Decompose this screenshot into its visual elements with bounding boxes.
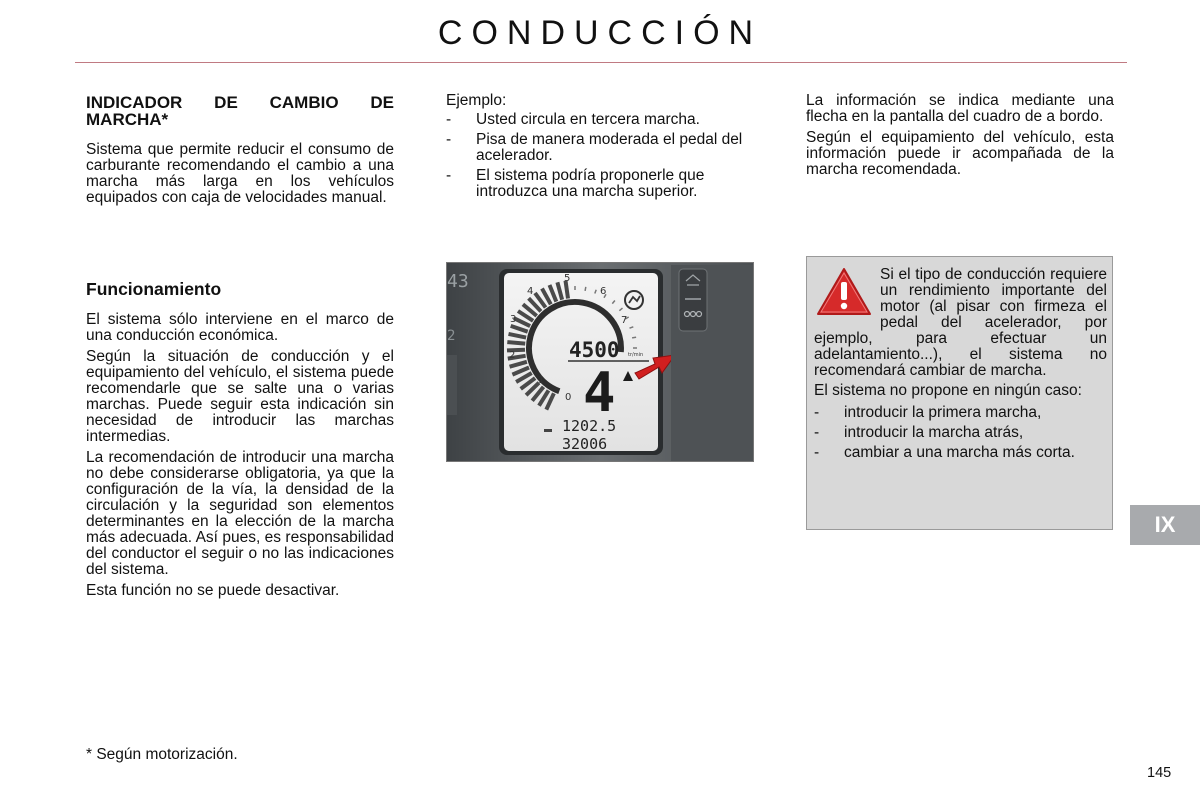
example-list (446, 112, 756, 200)
chapter-tab: IX (1130, 505, 1200, 545)
paragraph: Esta función no se puede desactivar. (86, 582, 340, 599)
cluster-svg (447, 263, 754, 462)
warning-triangle-icon (816, 267, 872, 317)
list-item: - introducir la primera marcha, (814, 405, 1107, 421)
section-heading: INDICADOR DE CAMBIO DE MARCHA* (86, 93, 394, 129)
instrument-cluster-figure (446, 262, 754, 462)
rev-tick (632, 337, 636, 338)
warning-box (806, 256, 1113, 530)
intro-paragraph: Sistema que permite reducir el consumo de carburante recomendando el cambio a una marcha más larga en los vehículos equipados con caja de velocidades manual. (86, 141, 394, 206)
paragraph: El sistema sólo interviene en el marco de una conducción económica. (86, 311, 394, 344)
list-item: - introducir la marcha atrás, (814, 425, 1107, 441)
left-column (86, 94, 394, 211)
scale-2: 2 (509, 350, 516, 361)
scale-1: 1 (538, 375, 545, 386)
list-item: - Usted circula en tercera marcha. (446, 112, 756, 128)
example-label: Ejemplo: (446, 92, 507, 109)
list-item: - Pisa de manera moderada el pedal del acelerador. (446, 132, 756, 164)
control-button (679, 269, 707, 331)
fuel-bar (544, 429, 552, 432)
rev-tick (585, 287, 586, 291)
paragraph: La recomendación de introducir una marcha no debe considerarse obligatoria, ya que la configuración de la vía, la densidad de la circulación y la seguridad son elementos determinantes en la elección de la marcha más adecuada. Así pues, es responsabilidad del conductor el seguir o no las indicaciones del sistema. (86, 449, 394, 578)
paragraph: Según la situación de conducción y el equipamiento del vehículo, el sistema puede recomendarle que se salte una o varias marchas. Puede seguir esta indicación sin necesidad de introducir las marchas intermedias. (86, 348, 394, 445)
funcionamiento-column (86, 312, 394, 604)
trip-readout: 1202.5 (562, 417, 617, 435)
page-title: CONDUCCIÓN (437, 14, 763, 52)
warning-paragraph: Si el tipo de conducción requiere un rendimiento importante del motor (al pisar con firmeza el pedal del acelerador, por ejemplo, para efectuar un adelantamiento...), el sistema no recomendará cambiar de marcha. (814, 266, 1107, 379)
odometer-readout: 32006 (562, 435, 608, 453)
scale-4: 4 (527, 286, 534, 297)
warning-list (814, 405, 1107, 461)
rpm-readout: 4500 (569, 338, 620, 362)
rev-bar-segment (507, 342, 525, 344)
paragraph: Según el equipamiento del vehículo, esta información puede ir acompañada de la marcha recomendada. (806, 129, 1114, 178)
scale-0: 0 (565, 392, 572, 403)
edge-digit: 2 (447, 328, 456, 344)
paragraph: La información se indica mediante una flecha en la pantalla del cuadro de a bordo. (806, 92, 1114, 125)
scale-6: 6 (600, 286, 607, 297)
title-divider (75, 62, 1127, 63)
footnote: * Según motorización. (86, 746, 238, 763)
page-number: 145 (1147, 765, 1172, 781)
edge-digits: 43 (447, 271, 469, 292)
warning-paragraph: El sistema no propone en ningún caso: (814, 382, 1082, 399)
right-column (806, 93, 1114, 183)
list-item: - cambiar a una marcha más corta. (814, 445, 1107, 461)
gear-indicator: 4 (583, 361, 616, 424)
scale-5: 5 (564, 273, 571, 284)
scale-7: 7 (621, 315, 628, 326)
rpm-unit: tr/min (628, 352, 644, 358)
edge-panel (447, 355, 457, 415)
subheading-funcionamiento: Funcionamiento (86, 279, 222, 299)
scale-3: 3 (510, 314, 517, 325)
list-item: - El sistema podría proponerle que introduzca una marcha superior. (446, 168, 756, 200)
middle-column (446, 93, 756, 204)
